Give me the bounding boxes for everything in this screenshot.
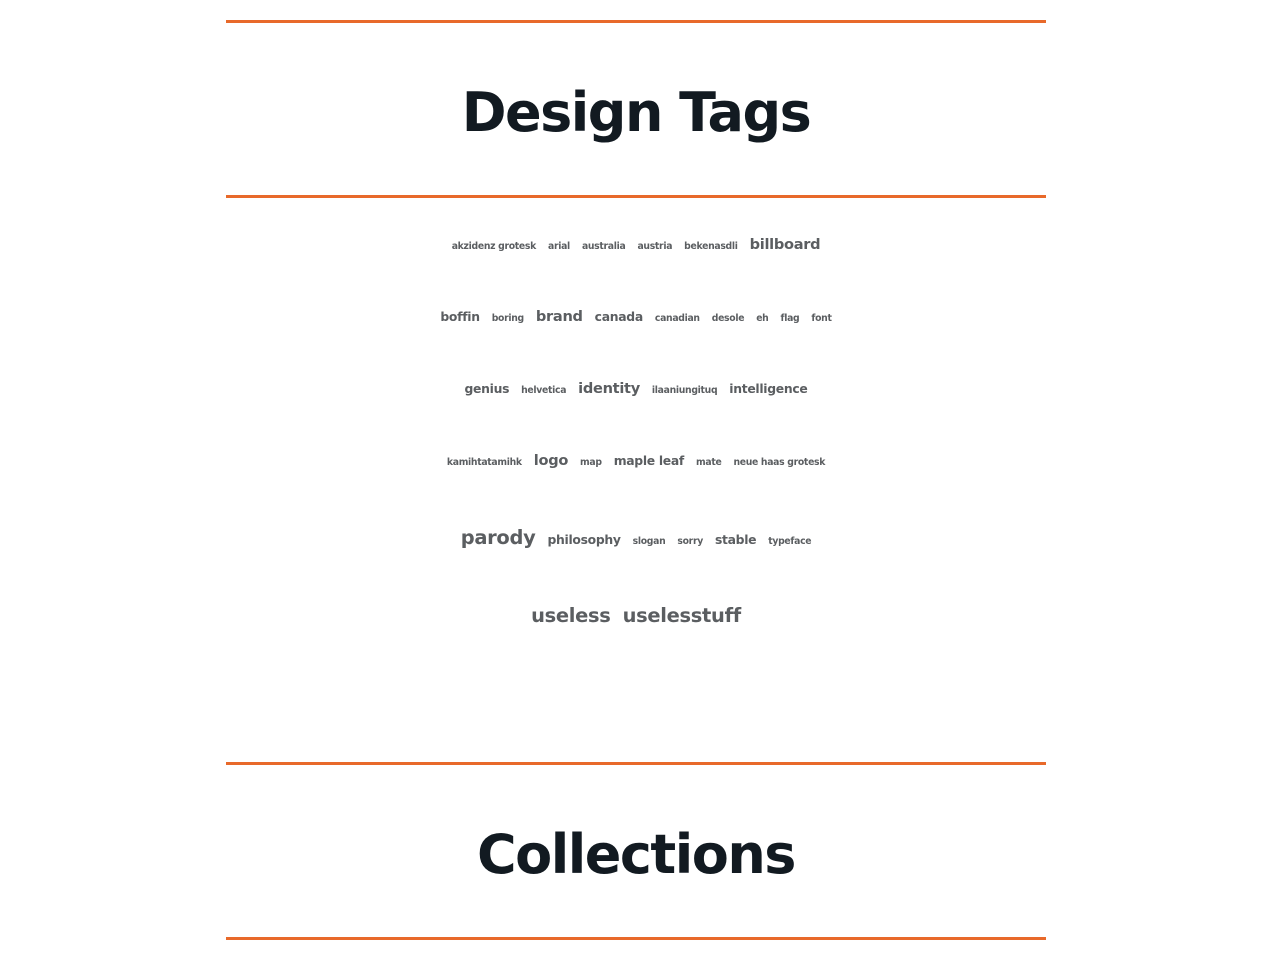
tag-link[interactable]: mate [696,457,722,468]
tag-link[interactable]: map [580,457,602,468]
collections-heading: Collections [477,823,795,886]
tag-link[interactable]: eh [756,313,769,324]
design-tags-divider [226,195,1046,198]
tag-row [226,308,1046,380]
tag-link[interactable]: boffin [440,310,480,324]
tag-link[interactable]: australia [581,241,626,252]
tag-link[interactable]: slogan [632,536,666,547]
top-divider [226,20,1046,23]
tag-link[interactable]: boring [491,313,524,324]
tag-link[interactable]: brand [535,308,583,325]
tag-link[interactable]: flag [780,313,800,324]
tag-link[interactable]: billboard [749,236,821,253]
tag-link[interactable]: neue haas grotesk [733,457,826,468]
tag-row [226,452,1046,526]
tag-link[interactable]: font [811,313,832,324]
design-tags-heading: Design Tags [461,81,811,144]
collections-divider [226,937,1046,940]
tag-link[interactable]: akzidenz grotesk [451,241,536,252]
section-divider [226,762,1046,765]
tag-row [226,236,1046,308]
tag-link[interactable]: typeface [768,536,812,547]
tag-link[interactable]: stable [714,533,757,547]
tag-link[interactable]: intelligence [729,382,808,396]
tag-link[interactable]: identity [578,380,640,397]
tag-link[interactable]: genius [464,382,510,396]
tag-link[interactable]: maple leaf [613,454,685,468]
tag-link[interactable]: useless [531,604,611,627]
tag-cloud [226,236,1046,680]
tag-link[interactable]: bekenasdli [684,241,738,252]
tag-link[interactable]: parody [460,526,536,549]
tag-row [226,604,1046,680]
tag-link[interactable]: austria [637,241,673,252]
tag-link[interactable]: desole [711,313,745,324]
tag-row [226,380,1046,452]
tag-link[interactable]: kamihtatamihk [446,457,522,468]
tag-link[interactable]: uselesstuff [622,604,741,627]
tag-link[interactable]: canada [594,310,643,324]
tag-row [226,526,1046,604]
tag-link[interactable]: arial [548,241,570,252]
tag-link[interactable]: sorry [677,536,703,547]
tag-link[interactable]: logo [533,452,569,469]
tag-link[interactable]: philosophy [547,533,621,547]
tag-link[interactable]: ilaaniungituq [651,385,718,396]
tag-link[interactable]: canadian [654,313,700,324]
tag-link[interactable]: helvetica [521,385,567,396]
